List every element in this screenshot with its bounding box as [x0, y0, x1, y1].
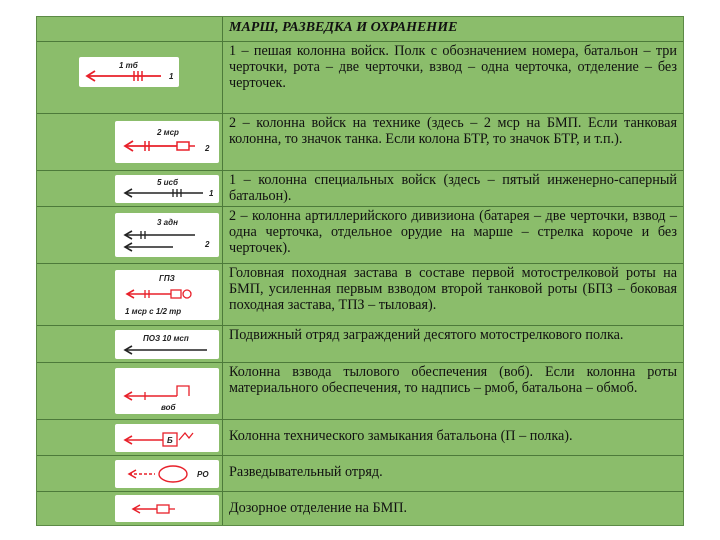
head-outpost-symbol — [115, 270, 219, 320]
table-row — [37, 42, 683, 114]
red-patrol-squad-bmp-icon — [115, 495, 219, 522]
technical-closure-symbol — [115, 424, 219, 452]
symbol-cell — [37, 456, 223, 491]
infantry-column-symbol — [79, 57, 179, 87]
symbols-table — [36, 16, 684, 526]
red-bmp-column-arrow-icon — [115, 121, 219, 163]
row-description: Дозорное отделение на БМП. — [229, 500, 408, 516]
symbol-cell — [37, 363, 223, 419]
row-description: Колонна взвода тылового обеспечения (воб). Если колонна роты материального обеспечения, то надпись – рмоб, батальона – обмоб. — [229, 364, 677, 396]
symbol-cell — [37, 326, 223, 362]
row-description: Разведывательный отряд. — [229, 464, 383, 480]
page-title: МАРШ, РАЗВЕДКА И ОХРАНЕНИЕ — [229, 20, 458, 35]
symbol-cell — [37, 114, 223, 170]
rear-support-symbol — [115, 368, 219, 414]
symbol-label: воб — [161, 403, 176, 412]
symbol-label: ПОЗ 10 мсп — [143, 334, 189, 343]
row-description: Подвижный отряд заграждений десятого мотострелкового полка. — [229, 327, 624, 343]
red-infantry-column-arrow-icon — [79, 57, 179, 87]
table-row — [37, 171, 683, 207]
symbol-cell — [37, 264, 223, 325]
table-row — [37, 207, 683, 264]
special-column-symbol — [115, 175, 219, 203]
red-recon-detachment-oval-icon — [115, 460, 219, 488]
symbol-label: 1 тб — [119, 61, 138, 70]
symbol-label: РО — [197, 470, 209, 479]
symbol-label: 2 мср — [157, 128, 179, 137]
header-empty-cell — [37, 17, 223, 41]
table-row — [37, 326, 683, 363]
table-header-row — [37, 17, 683, 42]
black-special-column-arrow-icon — [115, 175, 219, 203]
row-description: 1 – пешая колонна войск. Полк с обозначением номера, батальон – три черточки, рота – две черточки, взвод – одна черточка, отделение – без черточек. — [229, 43, 677, 91]
table-row — [37, 363, 683, 420]
table-row — [37, 420, 683, 456]
symbol-label: 5 исб — [157, 178, 178, 187]
table-row — [37, 492, 683, 525]
vehicle-column-symbol — [115, 121, 219, 163]
table-row — [37, 264, 683, 326]
table-row — [37, 114, 683, 171]
symbol-label: ГПЗ — [159, 274, 175, 283]
recon-detachment-symbol — [115, 460, 219, 488]
row-description: 2 – колонна артиллерийского дивизиона (батарея – две черточки, взвод – одна черточка, отдельное орудие на марше – стрелка короче и без черточек). — [229, 208, 677, 256]
symbol-suffix: 2 — [205, 144, 210, 153]
symbol-cell — [37, 207, 223, 263]
artillery-column-symbol — [115, 213, 219, 257]
table-row — [37, 456, 683, 492]
symbol-suffix: 1 — [209, 189, 214, 198]
red-technical-closure-column-icon — [115, 424, 219, 452]
symbol-sublabel: 1 мср с 1/2 тр — [125, 307, 182, 316]
symbol-cell — [37, 171, 223, 206]
symbol-label: Б — [167, 436, 173, 445]
black-obstacle-detachment-arrow-icon — [115, 330, 219, 359]
red-rear-support-column-icon — [115, 368, 219, 414]
symbol-cell — [37, 492, 223, 525]
row-description: 2 – колонна войск на технике (здесь – 2 мср на БМП. Если танковая колонна, то значок танка. Если колона БТР, то значок БТР, и т.п.). — [229, 115, 677, 147]
obstacle-detachment-symbol — [115, 330, 219, 359]
row-description: Колонна технического замыкания батальона (П – полка). — [229, 428, 573, 444]
row-description: Головная походная застава в составе первой мотострелковой роты на БМП, усиленная первым взводом второй танковой роты (БПЗ – боковая походная застава, ТПЗ – тыловая). — [229, 265, 677, 313]
symbol-cell — [37, 42, 223, 113]
black-artillery-column-arrow-icon — [115, 213, 219, 257]
red-head-outpost-arrow-icon — [115, 270, 219, 320]
symbol-label: 3 адн — [157, 218, 178, 227]
symbol-cell — [37, 420, 223, 455]
symbol-suffix: 2 — [205, 240, 210, 249]
patrol-squad-symbol — [115, 495, 219, 522]
row-description: 1 – колонна специальных войск (здесь – пятый инженерно-саперный батальон). — [229, 172, 677, 204]
symbol-suffix: 1 — [169, 72, 174, 81]
